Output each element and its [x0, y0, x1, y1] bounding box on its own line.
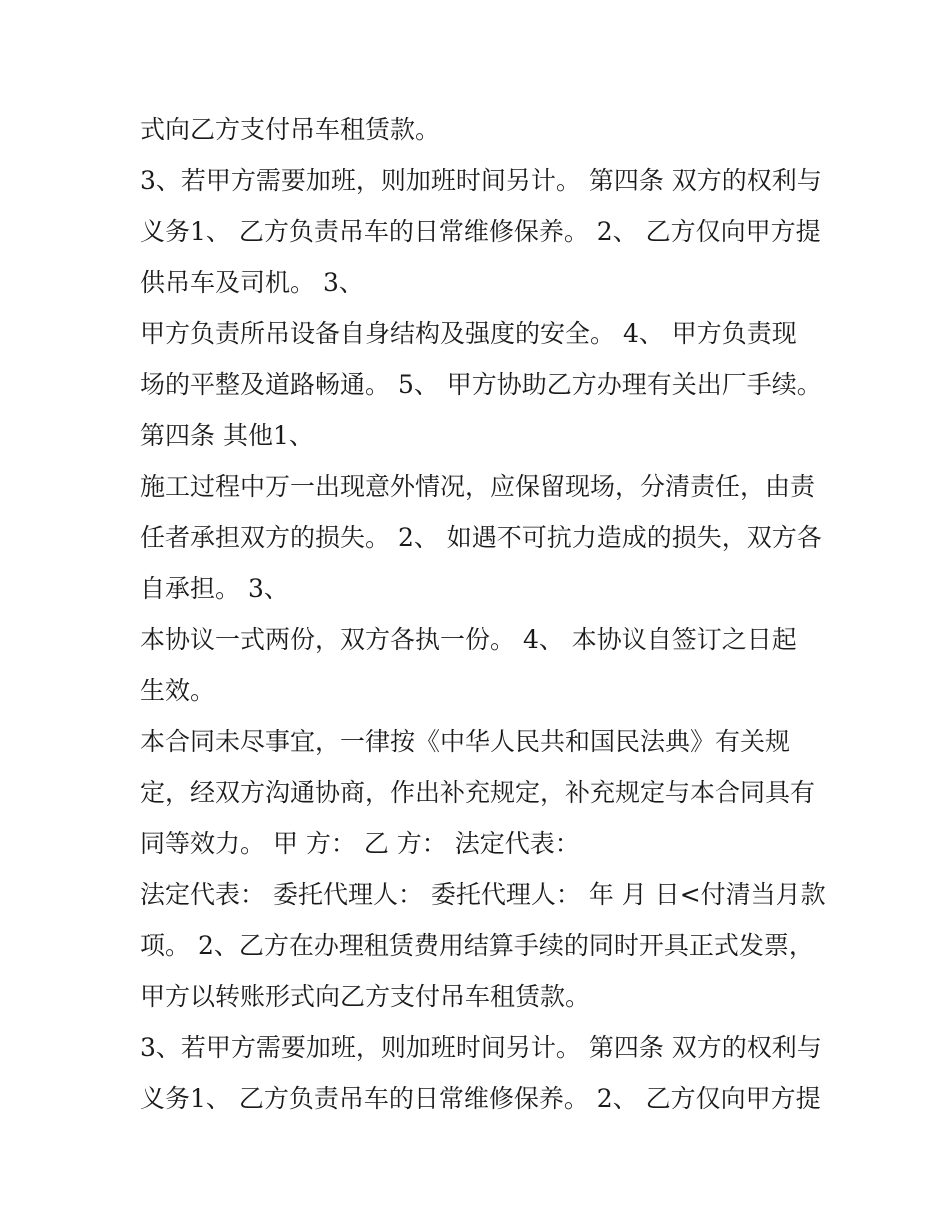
text-line: 项。 2、乙方在办理租赁费用结算手续的同时开具正式发票， — [140, 931, 814, 960]
document-body — [140, 104, 830, 1124]
text-line: 任者承担双方的损失。 2、 如遇不可抗力造成的损失，双方各 — [140, 523, 822, 552]
text-line: 第四条 其他1、 — [140, 421, 314, 450]
text-line: 3、若甲方需要加班，则加班时间另计。 第四条 双方的权利与 — [140, 1033, 822, 1062]
text-line: 甲方以转账形式向乙方支付吊车租赁款。 — [140, 982, 591, 1011]
text-line: 甲方负责所吊设备自身结构及强度的安全。 4、 甲方负责现 — [140, 319, 797, 348]
text-line: 本协议一式两份，双方各执一份。 4、 本协议自签订之日起 — [140, 625, 797, 654]
text-line: 生效。 — [140, 676, 216, 705]
text-line: 本合同未尽事宜，一律按《中华人民共和国民法典》有关规 — [140, 727, 791, 756]
text-line: 定，经双方沟通协商，作出补充规定，补充规定与本合同具有 — [140, 778, 816, 807]
text-line: 式向乙方支付吊车租赁款。 — [140, 115, 441, 144]
text-line: 自承担。 3、 — [140, 574, 289, 603]
text-line: 施工过程中万一出现意外情况，应保留现场，分清责任，由责 — [140, 472, 816, 501]
text-line: 义务1、 乙方负责吊车的日常维修保养。 2、 乙方仅向甲方提 — [140, 1084, 821, 1113]
text-line: 义务1、 乙方负责吊车的日常维修保养。 2、 乙方仅向甲方提 — [140, 217, 821, 246]
text-line: 场的平整及道路畅通。 5、 甲方协助乙方办理有关出厂手续。 — [140, 370, 822, 399]
text-line: 供吊车及司机。 3、 — [140, 268, 364, 297]
text-line: 3、若甲方需要加班，则加班时间另计。 第四条 双方的权利与 — [140, 166, 822, 195]
text-line: 同等效力。 甲 方： 乙 方： 法定代表： — [140, 829, 580, 858]
text-line: 法定代表： 委托代理人： 委托代理人： 年 月 日<付清当月款 — [140, 880, 826, 909]
